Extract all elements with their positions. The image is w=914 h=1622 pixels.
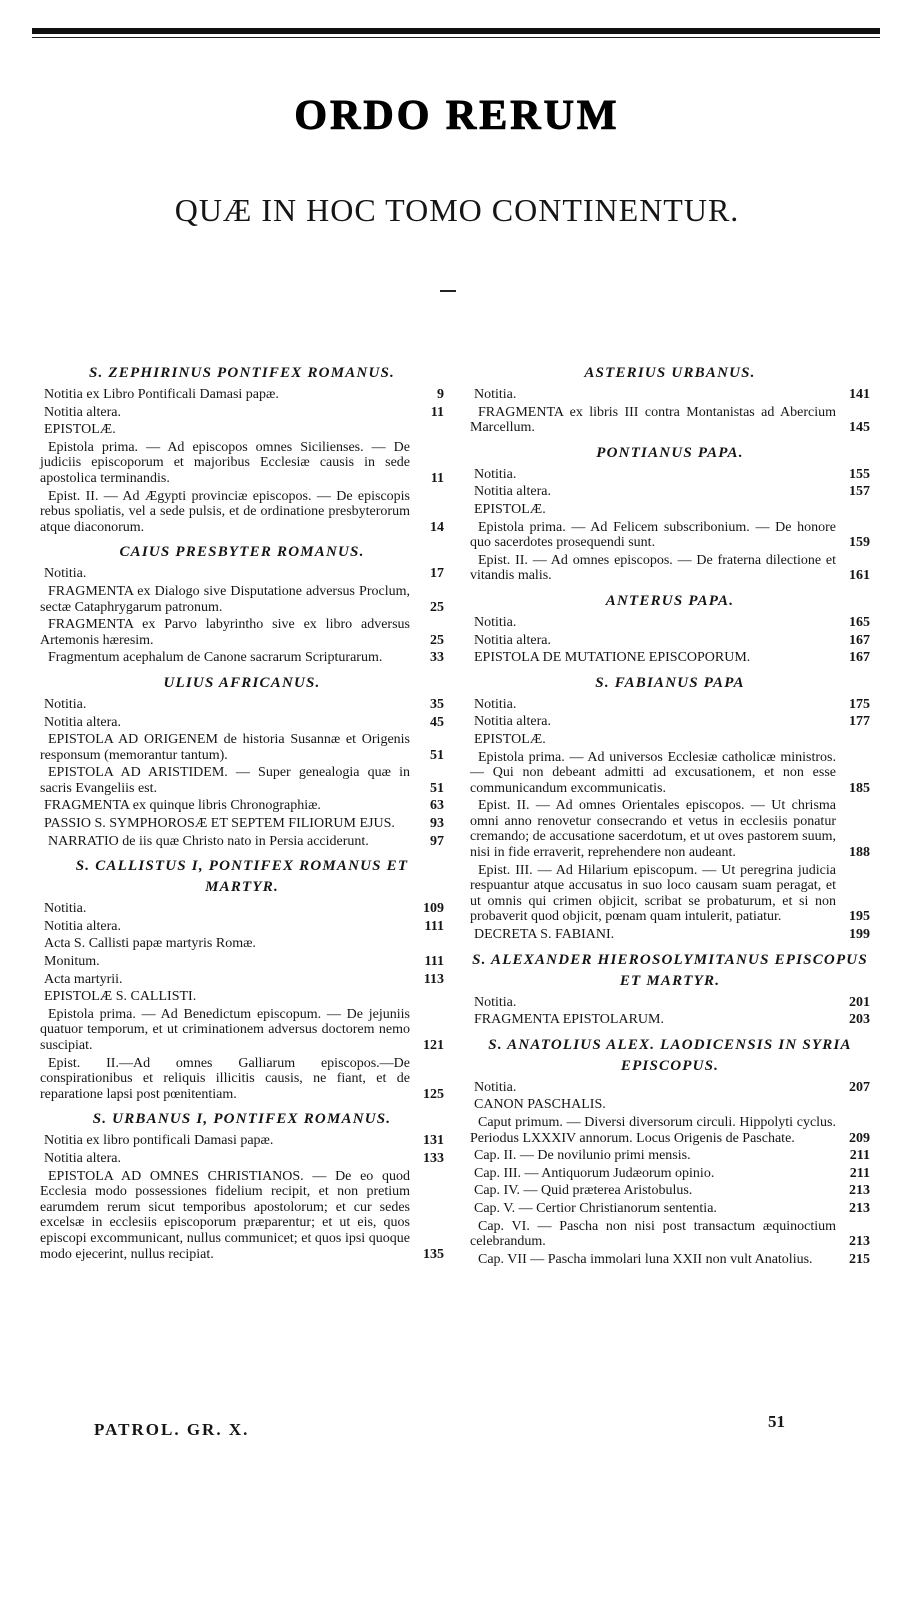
entry-page: 97 xyxy=(430,833,444,849)
top-rule-thin xyxy=(32,37,880,38)
entry-title: Epist. III. — Ad Hilarium episcopum. — Ut peregrina judicia respuantur atque accusatus in suo loco causam suam peragat, et ut omnis qui crimen objicit, scribat se probaturum, et si non probaverit quod objicit, pœnam quam intulerit, patiatur. xyxy=(470,862,836,925)
entry-page: 63 xyxy=(430,798,444,814)
toc-entry xyxy=(470,1115,870,1146)
entry-title: Notitia. xyxy=(44,696,87,712)
toc-entry xyxy=(470,1183,870,1199)
top-rule-thick xyxy=(32,28,880,34)
toc-entry xyxy=(40,387,444,403)
toc-entry xyxy=(470,1219,870,1250)
entry-page: 109 xyxy=(423,901,444,917)
entry-page: 51 xyxy=(430,747,444,763)
toc-entry xyxy=(40,715,444,731)
entry-title: FRAGMENTA ex quinque libris Chronographiæ. xyxy=(44,798,321,814)
left-column xyxy=(40,356,444,1264)
toc-entry xyxy=(470,732,870,748)
toc-entry xyxy=(40,919,444,935)
toc-entry xyxy=(470,863,870,925)
entry-page: 33 xyxy=(430,650,444,666)
entry-title: DECRETA S. FABIANI. xyxy=(474,927,615,943)
toc-entry xyxy=(470,484,870,500)
toc-entry xyxy=(470,798,870,860)
entry-page: 11 xyxy=(430,470,444,486)
entry-title: Notitia altera. xyxy=(44,918,121,934)
entry-title: Notitia altera. xyxy=(474,484,551,500)
section-heading: S. ZEPHIRINUS PONTIFEX ROMANUS. xyxy=(88,365,395,381)
entry-title: Notitia altera. xyxy=(44,714,121,730)
entry-page: 155 xyxy=(849,466,870,482)
entry-title: Caput primum. — Diversi diversorum circuli. Hippolyti cyclus. Periodus LXXXIV annorum. Locus Origenis de Paschate. xyxy=(470,1115,836,1146)
toc-entry xyxy=(40,440,444,487)
entry-title: EPISTOLA AD ORIGENEM de historia Susannæ et Origenis responsum (memorantur tantum). xyxy=(40,732,410,763)
entry-title: Cap. III. — Antiquorum Judæorum opinio. xyxy=(474,1165,715,1181)
entry-page: 177 xyxy=(849,714,870,730)
toc-entry xyxy=(470,502,870,518)
entry-page: 51 xyxy=(430,780,444,796)
entry-page: 211 xyxy=(849,1148,870,1164)
entry-title: Cap. VI. — Pascha non nisi post transactum æquinoctium celebrandum. xyxy=(470,1218,836,1250)
entry-title: Cap. V. — Certior Christianorum sententia. xyxy=(474,1200,717,1216)
toc-entry xyxy=(40,954,444,970)
toc-entry xyxy=(40,972,444,988)
entry-title: FRAGMENTA ex libris III contra Montanistas ad Abercium Marcellum. xyxy=(470,404,836,436)
entry-title: Notitia altera. xyxy=(474,632,551,648)
toc-entry xyxy=(470,1080,870,1096)
toc-entry xyxy=(470,633,870,649)
entry-page: 9 xyxy=(437,387,444,402)
toc-entry xyxy=(40,798,444,814)
toc-entry xyxy=(40,765,444,796)
entry-title: EPISTOLÆ S. CALLISTI. xyxy=(44,989,197,1005)
entry-title: Notitia altera. xyxy=(44,1150,121,1166)
section-heading: S. ALEXANDER HIEROSOLYMITANUS EPISCOPUS ET MARTYR. xyxy=(472,951,868,989)
toc-entry xyxy=(40,936,444,952)
entry-page: 111 xyxy=(424,954,444,970)
toc-entry xyxy=(470,1201,870,1217)
toc-entry xyxy=(40,697,444,713)
toc-entry xyxy=(470,1252,870,1268)
section-heading: ASTERIUS URBANUS. xyxy=(584,365,756,381)
entry-title: Notitia. xyxy=(474,614,517,630)
toc-entry xyxy=(40,584,444,615)
toc-entry xyxy=(470,714,870,730)
entry-page: 45 xyxy=(430,714,444,730)
entry-page: 111 xyxy=(424,918,444,934)
entry-title: FRAGMENTA EPISTOLARUM. xyxy=(474,1012,664,1028)
entry-title: Notitia altera. xyxy=(474,714,551,730)
toc-entry xyxy=(40,989,444,1005)
entry-page: 159 xyxy=(849,535,870,551)
section-heading: ULIUS AFRICANUS. xyxy=(163,674,321,691)
entry-title: Epistola prima. — Ad episcopos omnes Sicilienses. — De judiciis episcoporum et majoribus Ecclesiæ causis in sede apostolica terminandis. xyxy=(40,439,410,486)
entry-page: 165 xyxy=(849,614,870,630)
entry-title: Notitia. xyxy=(474,466,517,482)
entry-title: Notitia. xyxy=(44,901,87,917)
toc-entry xyxy=(40,901,444,917)
toc-entry xyxy=(40,732,444,763)
entry-title: Epistola prima. — Ad Felicem subscribonium. — De honore quo sacerdotes prosequendi sunt. xyxy=(470,519,836,551)
page-number: 51 xyxy=(768,1412,785,1431)
entry-title: Epist. II.—Ad omnes Galliarum episcopos.—De conspirationibus et reliquis illicitis causis, ne fiant, et de reparatione lapsi post pœnitentiam. xyxy=(40,1055,410,1102)
divider-dash xyxy=(440,290,456,292)
toc-entry xyxy=(40,834,444,850)
entry-title: EPISTOLA DE MUTATIONE EPISCOPORUM. xyxy=(474,650,751,666)
entry-page: 207 xyxy=(849,1079,870,1095)
toc-entry xyxy=(470,1097,870,1113)
entry-title: Epist. II. — Ad Ægypti provinciæ episcopos. — De episcopis rebus spoliatis, vel a sede pulsis, et de ordinatione presbyterorum atque diaconorum. xyxy=(40,488,410,535)
toc-entry xyxy=(470,750,870,797)
section-heading: S. CALLISTUS I, PONTIFEX ROMANUS ET MARTYR. xyxy=(75,858,409,896)
entry-title: Cap. VII — Pascha immolari luna XXII non vult Anatolius. xyxy=(478,1251,813,1267)
entry-page: 188 xyxy=(849,845,870,861)
toc-entry xyxy=(470,405,870,436)
entry-title: FRAGMENTA ex Dialogo sive Disputatione adversus Proclum, sectæ Cataphrygarum patronum. xyxy=(40,583,410,615)
entry-page: 175 xyxy=(849,696,870,712)
entry-page: 209 xyxy=(849,1130,870,1146)
entry-title: EPISTOLÆ. xyxy=(474,731,546,747)
entry-page: 213 xyxy=(849,1183,870,1199)
entry-title: EPISTOLA AD OMNES CHRISTIANOS. — De eo quod Ecclesia modo possessiones fidelium recipit, et non pretium earumdem rerum sicut temporibus apostolorum; et cur sedes excelsæ in ecclesiis episcoporum præparentur; et ut eis, quos episcopi excommunicant, nullus communicet; et quos ipsi quoque modo ejecerint, nullus recipiat. xyxy=(40,1168,410,1262)
toc-entry xyxy=(470,615,870,631)
section-heading: CAIUS PRESBYTER ROMANUS. xyxy=(119,544,365,561)
entry-title: Acta martyrii. xyxy=(44,971,123,987)
entry-page: 161 xyxy=(849,568,870,584)
entry-title: FRAGMENTA ex Parvo labyrintho sive ex libro adversus Artemonis hæresim. xyxy=(40,617,410,648)
entry-page: 14 xyxy=(430,519,444,535)
entry-page: 145 xyxy=(849,420,870,436)
section-heading: ANTERUS PAPA. xyxy=(605,592,735,609)
entry-page: 121 xyxy=(423,1038,444,1053)
toc-entry xyxy=(40,422,444,438)
entry-page: 135 xyxy=(423,1246,444,1262)
toc-entry xyxy=(470,995,870,1011)
toc-entry xyxy=(470,697,870,713)
toc-entry xyxy=(40,405,444,421)
entry-page: 141 xyxy=(849,387,870,402)
entry-page: 201 xyxy=(849,994,870,1010)
entry-page: 11 xyxy=(430,404,444,420)
entry-title: PASSIO S. SYMPHOROSÆ ET SEPTEM FILIORUM EJUS. xyxy=(44,816,395,832)
toc-entry xyxy=(470,387,870,403)
toc-entry xyxy=(470,520,870,551)
page-subtitle: QUÆ IN HOC TOMO CONTINENTUR. xyxy=(174,192,740,228)
entry-page: 195 xyxy=(849,909,870,925)
entry-page: 35 xyxy=(430,696,444,712)
toc-entry xyxy=(470,927,870,943)
entry-title: Epist. II. — Ad omnes episcopos. — De fraterna dilectione et vitandis malis. xyxy=(470,552,836,584)
entry-page: 17 xyxy=(430,566,444,582)
entry-page: 167 xyxy=(849,650,870,666)
section-heading: S. FABIANUS PAPA xyxy=(595,674,745,691)
entry-title: NARRATIO de iis quæ Christo nato in Persia acciderunt. xyxy=(48,833,369,849)
entry-page: 93 xyxy=(430,816,444,832)
toc-entry xyxy=(40,489,444,536)
entry-page: 113 xyxy=(423,971,444,987)
entry-title: Notitia ex Libro Pontificali Damasi papæ. xyxy=(44,387,279,402)
entry-title: Cap. IV. — Quid præterea Aristobulus. xyxy=(474,1183,693,1199)
entry-title: Notitia. xyxy=(44,566,87,582)
entry-page: 133 xyxy=(423,1150,444,1166)
entry-title: EPISTOLÆ. xyxy=(44,422,116,438)
toc-entry xyxy=(40,1151,444,1167)
entry-page: 213 xyxy=(849,1234,870,1250)
entry-title: Notitia. xyxy=(474,1079,517,1095)
entry-title: Notitia. xyxy=(474,696,517,712)
volume-label: PATROL. GR. X. xyxy=(94,1420,250,1439)
entry-title: Cap. II. — De novilunio primi mensis. xyxy=(474,1148,691,1164)
entry-page: 125 xyxy=(423,1086,444,1102)
toc-entry xyxy=(40,566,444,582)
entry-title: Notitia. xyxy=(474,387,517,402)
entry-page: 199 xyxy=(849,927,870,943)
entry-page: 157 xyxy=(849,484,870,500)
entry-page: 211 xyxy=(849,1165,870,1181)
right-column xyxy=(470,356,870,1269)
page-title: ORDO RERUM xyxy=(294,93,620,139)
entry-page: 213 xyxy=(849,1200,870,1216)
toc-entry xyxy=(40,1056,444,1103)
toc-entry xyxy=(40,617,444,648)
toc-entry xyxy=(470,1148,870,1164)
entry-title: Notitia. xyxy=(474,994,517,1010)
entry-page: 203 xyxy=(849,1012,870,1028)
toc-entry xyxy=(40,1007,444,1054)
toc-entry xyxy=(470,1012,870,1028)
toc-entry xyxy=(470,553,870,584)
entry-title: Notitia ex libro pontificali Damasi papæ. xyxy=(44,1133,274,1149)
entry-title: CANON PASCHALIS. xyxy=(474,1097,606,1113)
toc-entry xyxy=(40,1169,444,1263)
entry-title: EPISTOLÆ. xyxy=(474,501,546,517)
section-heading: PONTIANUS PAPA. xyxy=(596,444,744,461)
entry-page: 131 xyxy=(423,1133,444,1149)
toc-entry xyxy=(470,650,870,666)
toc-entry xyxy=(40,1133,444,1149)
entry-title: Monitum. xyxy=(44,954,100,970)
toc-entry xyxy=(40,650,444,666)
section-heading: S. ANATOLIUS ALEX. LAODICENSIS IN SYRIA EPISCOPUS. xyxy=(488,1036,852,1074)
entry-title: Epistola prima. — Ad Benedictum episcopum. — De jejuniis quatuor temporum, et ut criminationem adversus doctorem nemo suscipiat. xyxy=(40,1006,410,1053)
entry-page: 25 xyxy=(430,632,444,648)
entry-title: Acta S. Callisti papæ martyris Romæ. xyxy=(44,936,256,952)
toc-entry xyxy=(40,816,444,832)
entry-title: Fragmentum acephalum de Canone sacrarum Scripturarum. xyxy=(48,650,383,666)
toc-entry xyxy=(470,1166,870,1182)
entry-page: 215 xyxy=(849,1251,870,1267)
entry-page: 185 xyxy=(849,780,870,796)
entry-title: EPISTOLA AD ARISTIDEM. — Super genealogia quæ in sacris Evangeliis est. xyxy=(40,765,410,796)
toc-entry xyxy=(470,467,870,483)
entry-page: 25 xyxy=(430,599,444,615)
section-heading: S. URBANUS I, PONTIFEX ROMANUS. xyxy=(92,1111,392,1128)
entry-title: Epistola prima. — Ad universos Ecclesiæ catholicæ ministros. — Qui non debeant admitti ad excusationem, et non esse communicandum excommunicatis. xyxy=(470,749,836,796)
entry-title: Epist. II. — Ad omnes Orientales episcopos. — Ut chrisma omni anno renovetur consecrando et vetus in ecclesiis ponatur cremando; de accusatione sacerdotum, et ut oves pastorem suum, nisi in fide erraverit, reprehendere non audeant. xyxy=(470,798,836,861)
entry-page: 167 xyxy=(849,632,870,648)
entry-title: Notitia altera. xyxy=(44,404,121,420)
